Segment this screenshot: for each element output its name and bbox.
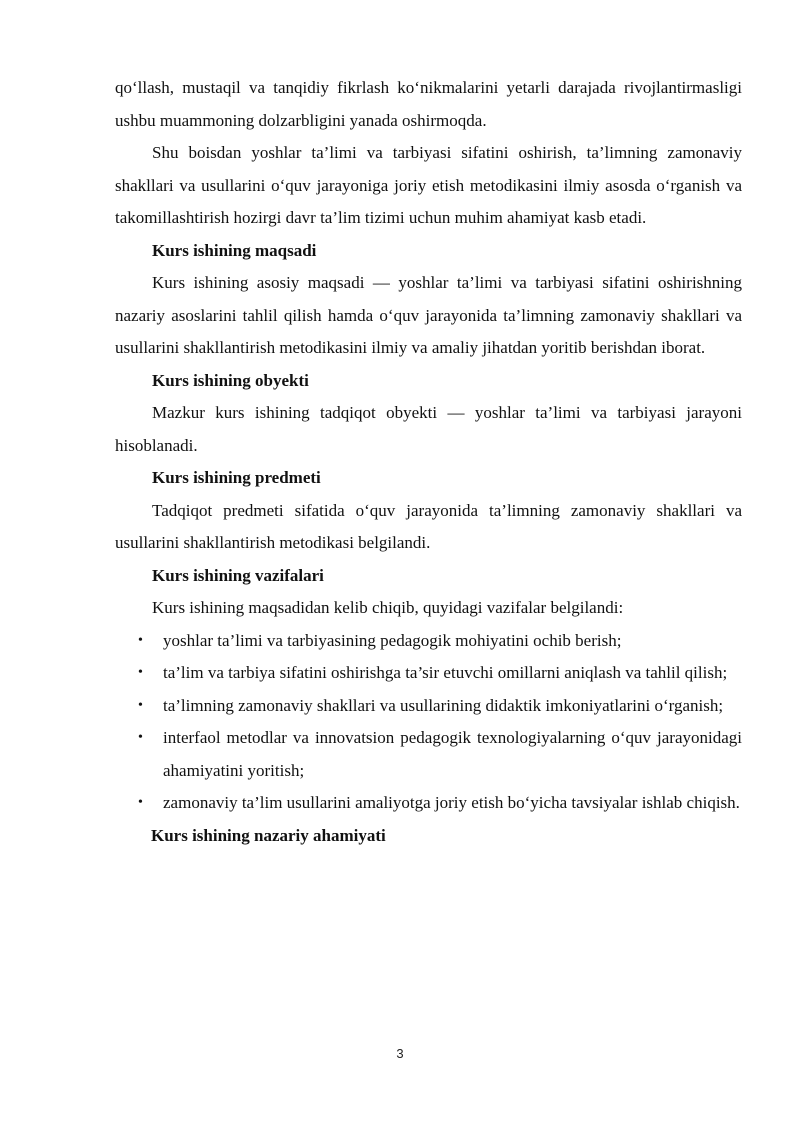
tasks-list xyxy=(115,625,742,820)
bullet-icon: • xyxy=(138,665,143,680)
heading-vazifalar: Kurs ishining vazifalari xyxy=(152,565,324,585)
paragraph-maqsad: Kurs ishining asosiy maqsadi — yoshlar ta’limi va tarbiyasi sifatini oshirishning nazariy asoslarini tahlil qilish hamda o‘quv jarayonida ta’limning zamonaviy shakllari va usullarini shakllantirish metodikasini ilmiy va amaliy jihatdan yoritib berishdan iborat. xyxy=(115,273,742,357)
bullet-icon: • xyxy=(138,795,143,810)
heading-obyekt: Kurs ishining obyekti xyxy=(152,370,309,390)
list-item xyxy=(115,690,742,723)
paragraph-relevance: Shu boisdan yoshlar ta’limi va tarbiyasi sifatini oshirish, ta’limning zamonaviy shakllari va usullarini o‘quv jarayoniga joriy etish metodikasini ilmiy asosda o‘rganish va takomillashtirish hozirgi davr ta’lim tizimi uchun muhim ahamiyat kasb etadi. xyxy=(115,143,742,227)
list-item xyxy=(115,722,742,787)
page-number: 3 xyxy=(396,1046,404,1061)
list-item-text: yoshlar ta’limi va tarbiyasining pedagogik mohiyatini ochib berish; xyxy=(163,630,622,650)
paragraph-vazifalar-intro: Kurs ishining maqsadidan kelib chiqib, quyidagi vazifalar belgilandi: xyxy=(152,598,624,617)
list-item xyxy=(115,787,742,820)
heading-nazariy: Kurs ishining nazariy ahamiyati xyxy=(151,825,386,845)
paragraph-continuation: qo‘llash, mustaqil va tanqidiy fikrlash ko‘nikmalarini yetarli darajada rivojlantirmasligi ushbu muammoning dolzarbligini yanada oshirmoqda. xyxy=(115,78,742,130)
heading-maqsad: Kurs ishining maqsadi xyxy=(152,240,317,260)
list-item xyxy=(115,657,742,690)
list-item-text: ta’lim va tarbiya sifatini oshirishga ta’sir etuvchi omillarni aniqlash va tahlil qilish; xyxy=(163,663,728,682)
bullet-icon: • xyxy=(138,730,143,745)
list-item-text: zamonaviy ta’lim usullarini amaliyotga joriy etish bo‘yicha tavsiyalar ishlab chiqish. xyxy=(163,793,740,812)
bullet-icon: • xyxy=(138,697,143,713)
heading-predmet: Kurs ishining predmeti xyxy=(152,468,321,487)
bullet-icon: • xyxy=(138,632,143,648)
paragraph-obyekt: Mazkur kurs ishining tadqiqot obyekti — yoshlar ta’limi va tarbiyasi jarayoni hisoblanadi. xyxy=(115,403,742,455)
paragraph-predmet: Tadqiqot predmeti sifatida o‘quv jarayonida ta’limning zamonaviy shakllari va usullarini shakllantirish metodikasi belgilandi. xyxy=(115,500,742,552)
page-content xyxy=(115,72,742,852)
list-item-text: ta’limning zamonaviy shakllari va usullarining didaktik imkoniyatlarini o‘rganish; xyxy=(163,695,724,715)
list-item-text: interfaol metodlar va innovatsion pedagogik texnologiyalarning o‘quv jarayonidagi ahamiyatini yoritish; xyxy=(163,728,742,780)
list-item xyxy=(115,625,742,658)
